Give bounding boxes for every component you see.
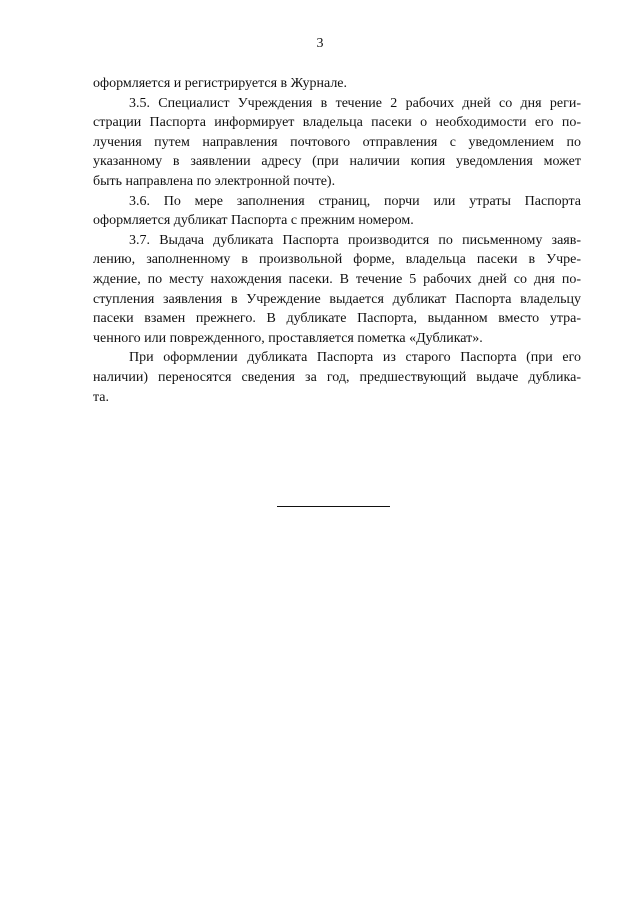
paragraph-3-7 [93, 231, 581, 349]
text-line: быть направлена по электронной почте). [93, 173, 336, 189]
text-line: лению, заполненному в произвольной форме, владельца пасеки в Учре- [93, 252, 581, 268]
text-line: При оформлении дубликата Паспорта из старого Паспорта (при его [129, 350, 581, 366]
paragraph-duplicate-transfer [93, 348, 581, 407]
page-number: 3 [316, 36, 324, 51]
paragraph-continuation [93, 74, 581, 94]
text-line: страции Паспорта информирует владельца пасеки о необходимости его по- [93, 115, 581, 131]
text-line: ждение, по месту нахождения пасеки. В течение 5 рабочих дней со дня по- [93, 271, 581, 287]
text-line: ступления заявления в Учреждение выдается дубликат Паспорта владельцу [93, 291, 581, 307]
document-body [93, 74, 581, 407]
text-line: ченного или поврежденного, проставляется пометка «Дубликат». [93, 330, 483, 346]
paragraph-3-5 [93, 94, 581, 192]
text-line: 3.6. По мере заполнения страниц, порчи или утраты Паспорта [129, 193, 581, 209]
text-line: пасеки взамен прежнего. В дубликате Паспорта, выданном вместо утра- [93, 311, 581, 327]
text-line: та. [93, 389, 110, 405]
text-line: 3.5. Специалист Учреждения в течение 2 рабочих дней со дня реги- [129, 95, 581, 111]
end-separator-line [277, 506, 390, 507]
text-line: оформляется и регистрируется в Журнале. [93, 76, 348, 91]
text-line: наличии) переносятся сведения за год, предшествующий выдаче дублика- [93, 369, 581, 385]
paragraph-3-6 [93, 192, 581, 231]
text-line: оформляется дубликат Паспорта с прежним номером. [93, 213, 414, 229]
text-line: лучения путем направления почтового отправления с уведомлением по [93, 134, 581, 150]
text-line: 3.7. Выдача дубликата Паспорта производится по письменному заяв- [129, 232, 581, 248]
text-line: указанному в заявлении адресу (при наличии копия уведомления может [93, 154, 581, 170]
